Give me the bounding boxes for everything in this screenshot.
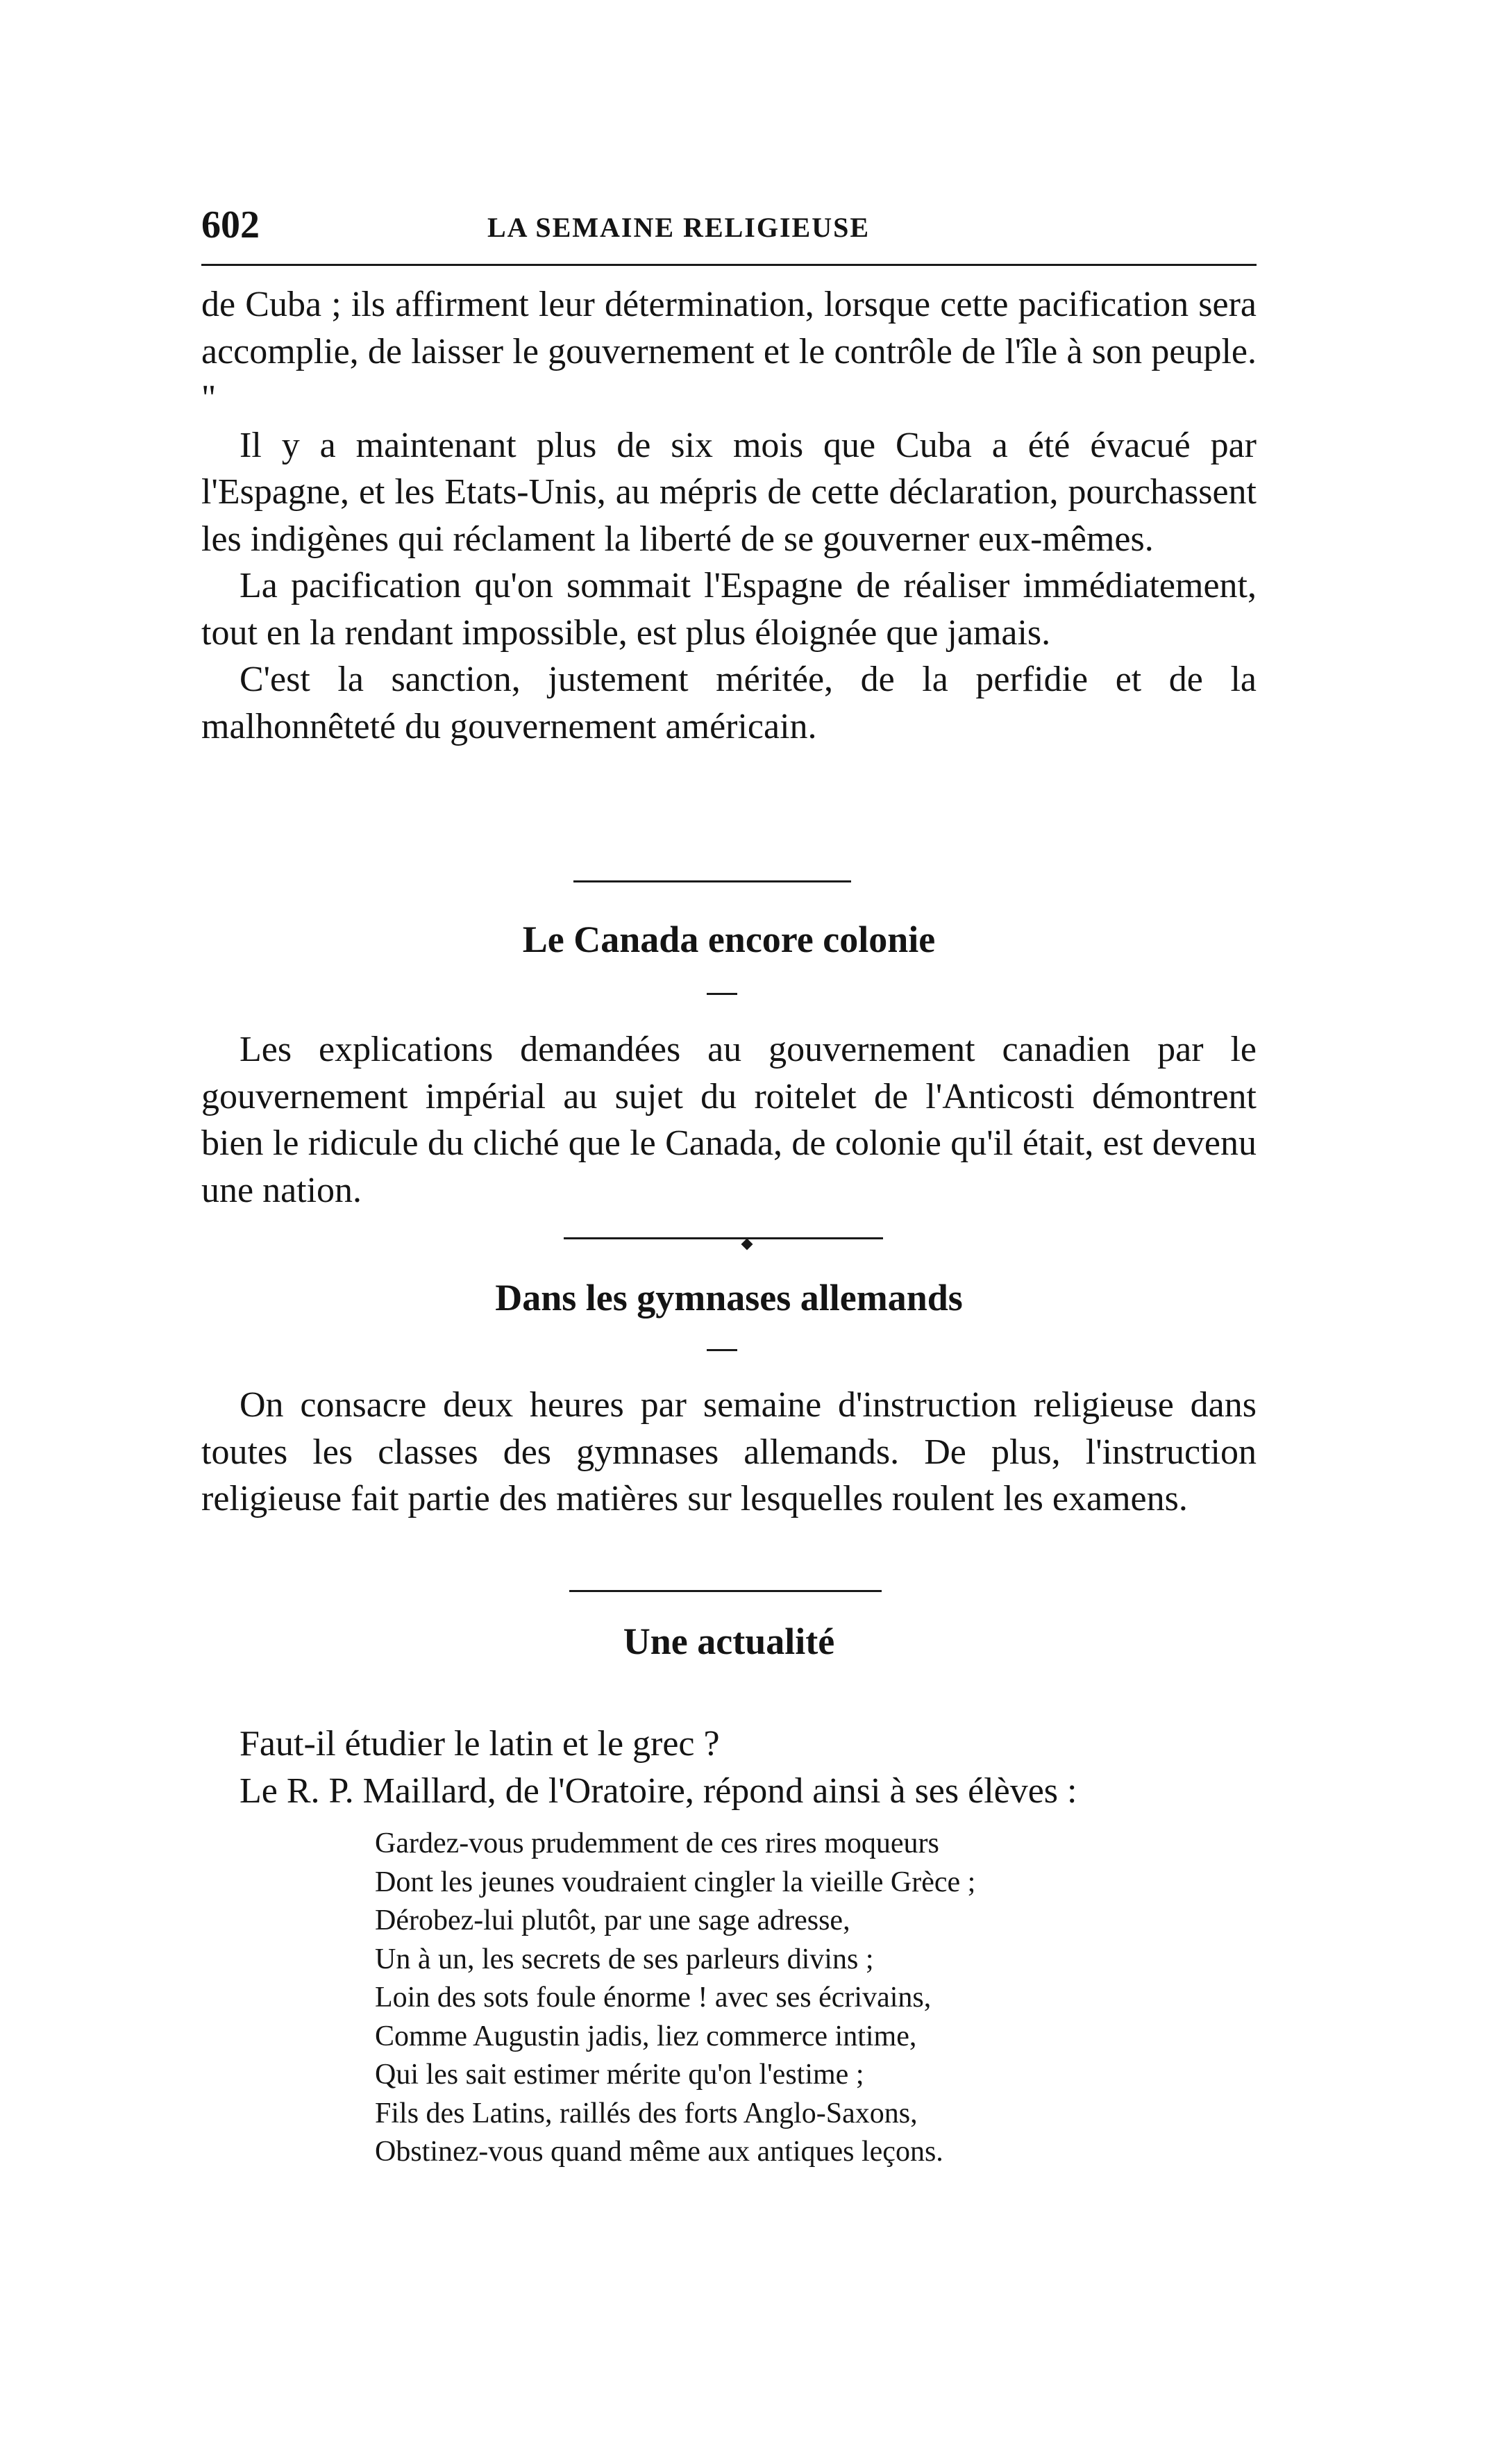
intro-text: [201, 281, 1257, 750]
poem-line: Un à un, les secrets de ses parleurs divins ;: [375, 1943, 874, 1975]
intro-paragraph: Il y a maintenant plus de six mois que Cuba a été évacué par l'Espagne, et les Etats-Unis, au mépris de cette déclaration, pourchassent les indigènes qui réclament la liberté de se gouverner eux-mêmes.: [201, 425, 1257, 559]
page-header: [201, 203, 1243, 251]
section-paragraph: Le R. P. Maillard, de l'Oratoire, répond ainsi à ses élèves :: [240, 1771, 1077, 1811]
intro-paragraph: C'est la sanction, justement méritée, de la perfidie et de la malhonnêteté du gouvernement américain.: [201, 660, 1257, 746]
section-canada-text: [201, 1026, 1257, 1214]
poem-line: Dont les jeunes voudraient cingler la vieille Grèce ;: [375, 1866, 976, 1898]
poem-line: Loin des sots foule énorme ! avec ses écrivains,: [375, 1982, 932, 2014]
section-title-actualite: Une actualité: [623, 1621, 835, 1662]
intro-paragraph: La pacification qu'on sommait l'Espagne de réaliser immédiatement, tout en la rendant impossible, est plus éloignée que jamais.: [201, 566, 1257, 653]
poem-line: Obstinez-vous quand même aux antiques leçons.: [375, 2136, 943, 2168]
section-paragraph: Les explications demandées au gouvernement canadien par le gouvernement impérial au sujet du roitelet de l'Anticosti démontrent bien le ridicule du cliché que le Canada, de colonie qu'il était, est devenu une nation.: [201, 1030, 1257, 1210]
title-dash: [707, 1349, 737, 1351]
section-paragraph: Faut-il étudier le latin et le grec ?: [240, 1724, 720, 1764]
poem: [375, 1825, 1277, 2172]
intro-paragraph: de Cuba ; ils affirment leur détermination, lorsque cette pacification sera accomplie, de laisser le gouvernement et le contrôle de l'île à son peuple. ": [201, 285, 1257, 418]
poem-line: Fils des Latins, raillés des forts Anglo-Saxons,: [375, 2097, 918, 2129]
poem-line: Comme Augustin jadis, liez commerce intime,: [375, 2020, 917, 2052]
section-separator: [569, 1590, 882, 1592]
poem-line: Dérobez-lui plutôt, par une sage adresse,: [375, 1905, 850, 1936]
poem-line: Qui les sait estimer mérite qu'on l'estime ;: [375, 2059, 864, 2091]
title-dash: [707, 993, 737, 995]
section-paragraph: On consacre deux heures par semaine d'instruction religieuse dans toutes les classes des gymnases allemands. De plus, l'instruction religieuse fait partie des matières sur lesquelles roulent les examens.: [201, 1385, 1257, 1518]
section-title-gymnases: Dans les gymnases allemands: [495, 1277, 963, 1319]
section-gymnases-text: [201, 1382, 1257, 1523]
header-rule: [201, 264, 1257, 266]
page-number: 602: [201, 203, 260, 246]
section-actualite-text: [201, 1721, 1257, 1814]
separator-ornament: [741, 1239, 753, 1250]
running-title: LA SEMAINE RELIGIEUSE: [487, 212, 871, 243]
section-separator: [564, 1237, 883, 1239]
section-title-canada: Le Canada encore colonie: [522, 919, 936, 960]
section-separator: [573, 880, 851, 882]
poem-line: Gardez-vous prudemment de ces rires moqueurs: [375, 1827, 939, 1859]
